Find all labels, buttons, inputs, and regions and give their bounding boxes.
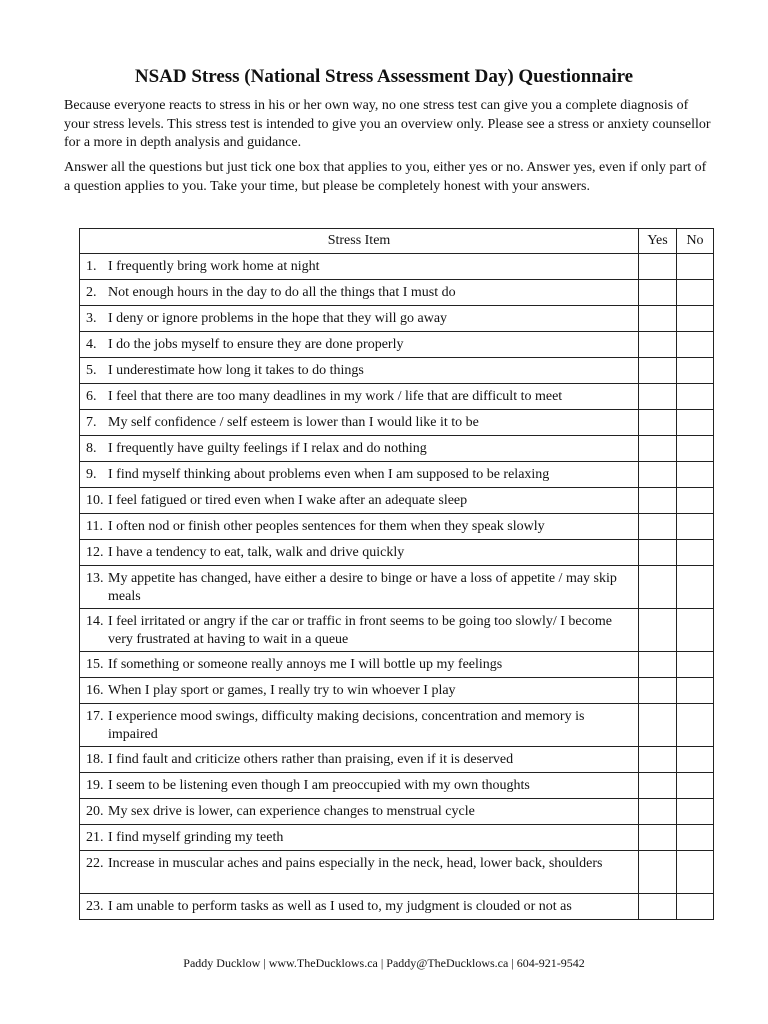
- stress-item-cell: [80, 514, 639, 540]
- yes-checkbox[interactable]: [639, 652, 677, 678]
- no-checkbox[interactable]: [677, 540, 714, 566]
- yes-checkbox[interactable]: [639, 540, 677, 566]
- table-row: [80, 566, 714, 609]
- item-text: I feel fatigued or tired even when I wake after an adequate sleep: [108, 493, 468, 508]
- yes-checkbox[interactable]: [639, 609, 677, 652]
- stress-item-cell: [80, 609, 639, 652]
- stress-item-cell: [80, 773, 639, 799]
- yes-checkbox[interactable]: [639, 851, 677, 894]
- yes-checkbox[interactable]: [639, 894, 677, 920]
- yes-checkbox[interactable]: [639, 704, 677, 747]
- item-text: Increase in muscular aches and pains especially in the neck, head, lower back, shoulders: [108, 856, 603, 871]
- item-number: 10.: [86, 493, 104, 508]
- item-text: I feel irritated or angry if the car or traffic in front seems to be going too slowly/ I become very frustrated at having to wait in a queue: [108, 614, 612, 647]
- no-checkbox[interactable]: [677, 280, 714, 306]
- page-footer: Paddy Ducklow | www.TheDucklows.ca | Paddy@TheDucklows.ca | 604-921-9542: [183, 956, 585, 970]
- item-text: I am unable to perform tasks as well as I used to, my judgment is clouded or not as: [108, 899, 572, 914]
- item-number: 16.: [86, 683, 104, 698]
- no-checkbox[interactable]: [677, 704, 714, 747]
- item-text: My self confidence / self esteem is lower than I would like it to be: [108, 415, 479, 430]
- item-text: Not enough hours in the day to do all the things that I must do: [108, 285, 456, 300]
- item-number: 4.: [86, 337, 97, 352]
- no-checkbox[interactable]: [677, 747, 714, 773]
- header-no: No: [677, 229, 714, 254]
- item-text: I find myself grinding my teeth: [108, 830, 284, 845]
- no-checkbox[interactable]: [677, 652, 714, 678]
- item-text: I find myself thinking about problems even when I am supposed to be relaxing: [108, 467, 550, 482]
- item-number: 9.: [86, 467, 97, 482]
- stress-item-cell: [80, 436, 639, 462]
- table-row: [80, 678, 714, 704]
- no-checkbox[interactable]: [677, 773, 714, 799]
- stress-item-cell: [80, 799, 639, 825]
- item-number: 22.: [86, 856, 104, 871]
- no-checkbox[interactable]: [677, 825, 714, 851]
- item-number: 7.: [86, 415, 97, 430]
- yes-checkbox[interactable]: [639, 773, 677, 799]
- no-checkbox[interactable]: [677, 436, 714, 462]
- item-text: I seem to be listening even though I am preoccupied with my own thoughts: [108, 778, 530, 793]
- yes-checkbox[interactable]: [639, 566, 677, 609]
- item-text: When I play sport or games, I really try to win whoever I play: [108, 683, 456, 698]
- item-number: 12.: [86, 545, 104, 560]
- stress-item-cell: [80, 488, 639, 514]
- item-number: 6.: [86, 389, 97, 404]
- yes-checkbox[interactable]: [639, 747, 677, 773]
- table-row: [80, 773, 714, 799]
- item-number: 3.: [86, 311, 97, 326]
- item-text: I feel that there are too many deadlines in my work / life that are difficult to meet: [108, 389, 563, 404]
- item-number: 15.: [86, 657, 104, 672]
- item-number: 19.: [86, 778, 104, 793]
- instructions-paragraph: Answer all the questions but just tick one box that applies to you, either yes or no. Answer yes, even if only part of a question applies to you. Take your time, but please be completely honest with your answers.: [64, 160, 707, 194]
- item-number: 11.: [86, 519, 103, 534]
- no-checkbox[interactable]: [677, 358, 714, 384]
- yes-checkbox[interactable]: [639, 410, 677, 436]
- no-checkbox[interactable]: [677, 799, 714, 825]
- item-text: I frequently have guilty feelings if I relax and do nothing: [108, 441, 427, 456]
- table-row: [80, 280, 714, 306]
- yes-checkbox[interactable]: [639, 488, 677, 514]
- header-yes: Yes: [639, 229, 677, 254]
- yes-checkbox[interactable]: [639, 280, 677, 306]
- stress-item-cell: [80, 747, 639, 773]
- no-checkbox[interactable]: [677, 566, 714, 609]
- table-row: [80, 436, 714, 462]
- item-number: 23.: [86, 899, 104, 914]
- no-checkbox[interactable]: [677, 851, 714, 894]
- no-checkbox[interactable]: [677, 609, 714, 652]
- table-row: [80, 410, 714, 436]
- item-number: 18.: [86, 752, 104, 767]
- item-number: 17.: [86, 709, 104, 724]
- table-row: [80, 254, 714, 280]
- no-checkbox[interactable]: [677, 894, 714, 920]
- item-number: 2.: [86, 285, 97, 300]
- table-row: [80, 488, 714, 514]
- item-text: I find fault and criticize others rather than praising, even if it is deserved: [108, 752, 514, 767]
- item-text: My appetite has changed, have either a desire to binge or have a loss of appetite / may skip meals: [108, 571, 617, 604]
- intro-paragraph: Because everyone reacts to stress in his or her own way, no one stress test can give you a complete diagnosis of your stress levels. This stress test is intended to give you an overview only. Please see a stress or anxiety counsellor for a more in depth analysis and guidance.: [64, 98, 711, 150]
- no-checkbox[interactable]: [677, 254, 714, 280]
- table-row: [80, 514, 714, 540]
- item-text: I do the jobs myself to ensure they are done properly: [108, 337, 404, 352]
- yes-checkbox[interactable]: [639, 306, 677, 332]
- item-text: I frequently bring work home at night: [108, 259, 320, 274]
- table-row: [80, 851, 714, 894]
- item-text: I experience mood swings, difficulty making decisions, concentration and memory is impaired: [108, 709, 585, 742]
- table-row: [80, 384, 714, 410]
- table-row: [80, 704, 714, 747]
- stress-item-cell: [80, 851, 639, 894]
- yes-checkbox[interactable]: [639, 678, 677, 704]
- no-checkbox[interactable]: [677, 384, 714, 410]
- item-text: I often nod or finish other peoples sentences for them when they speak slowly: [108, 519, 545, 534]
- table-row: [80, 799, 714, 825]
- stress-item-cell: [80, 566, 639, 609]
- item-text: If something or someone really annoys me I will bottle up my feelings: [108, 657, 503, 672]
- table-row: [80, 609, 714, 652]
- yes-checkbox[interactable]: [639, 799, 677, 825]
- stress-item-cell: [80, 280, 639, 306]
- table-row: [80, 825, 714, 851]
- table-row: [80, 652, 714, 678]
- yes-checkbox[interactable]: [639, 436, 677, 462]
- item-number: 13.: [86, 571, 104, 586]
- item-text: I have a tendency to eat, talk, walk and drive quickly: [108, 545, 405, 560]
- header-stress-item: Stress Item: [80, 229, 639, 254]
- yes-checkbox[interactable]: [639, 332, 677, 358]
- no-checkbox[interactable]: [677, 306, 714, 332]
- stress-item-cell: [80, 894, 639, 920]
- yes-checkbox[interactable]: [639, 358, 677, 384]
- stress-item-cell: [80, 652, 639, 678]
- yes-checkbox[interactable]: [639, 462, 677, 488]
- stress-item-cell: [80, 410, 639, 436]
- yes-checkbox[interactable]: [639, 825, 677, 851]
- item-text: I underestimate how long it takes to do things: [108, 363, 364, 378]
- no-checkbox[interactable]: [677, 488, 714, 514]
- no-checkbox[interactable]: [677, 678, 714, 704]
- no-checkbox[interactable]: [677, 332, 714, 358]
- table-row: [80, 332, 714, 358]
- item-text: I deny or ignore problems in the hope that they will go away: [108, 311, 448, 326]
- stress-item-cell: [80, 332, 639, 358]
- stress-item-cell: [80, 678, 639, 704]
- stress-items-table: [79, 228, 714, 920]
- stress-item-cell: [80, 358, 639, 384]
- no-checkbox[interactable]: [677, 514, 714, 540]
- item-text: My sex drive is lower, can experience changes to menstrual cycle: [108, 804, 475, 819]
- page-title: NSAD Stress (National Stress Assessment Day) Questionnaire: [134, 66, 634, 87]
- item-number: 20.: [86, 804, 104, 819]
- table-row: [80, 894, 714, 920]
- item-number: 5.: [86, 363, 97, 378]
- no-checkbox[interactable]: [677, 462, 714, 488]
- stress-item-cell: [80, 540, 639, 566]
- stress-item-cell: [80, 254, 639, 280]
- stress-item-cell: [80, 462, 639, 488]
- table-row: [80, 306, 714, 332]
- stress-item-cell: [80, 825, 639, 851]
- table-row: [80, 747, 714, 773]
- table-row: [80, 462, 714, 488]
- stress-item-cell: [80, 384, 639, 410]
- yes-checkbox[interactable]: [639, 254, 677, 280]
- stress-item-cell: [80, 306, 639, 332]
- no-checkbox[interactable]: [677, 410, 714, 436]
- item-number: 21.: [86, 830, 104, 845]
- yes-checkbox[interactable]: [639, 384, 677, 410]
- item-number: 1.: [86, 259, 97, 274]
- table-row: [80, 358, 714, 384]
- stress-item-cell: [80, 704, 639, 747]
- table-header-row: [80, 229, 714, 254]
- item-number: 8.: [86, 441, 97, 456]
- yes-checkbox[interactable]: [639, 514, 677, 540]
- table-row: [80, 540, 714, 566]
- item-number: 14.: [86, 614, 104, 629]
